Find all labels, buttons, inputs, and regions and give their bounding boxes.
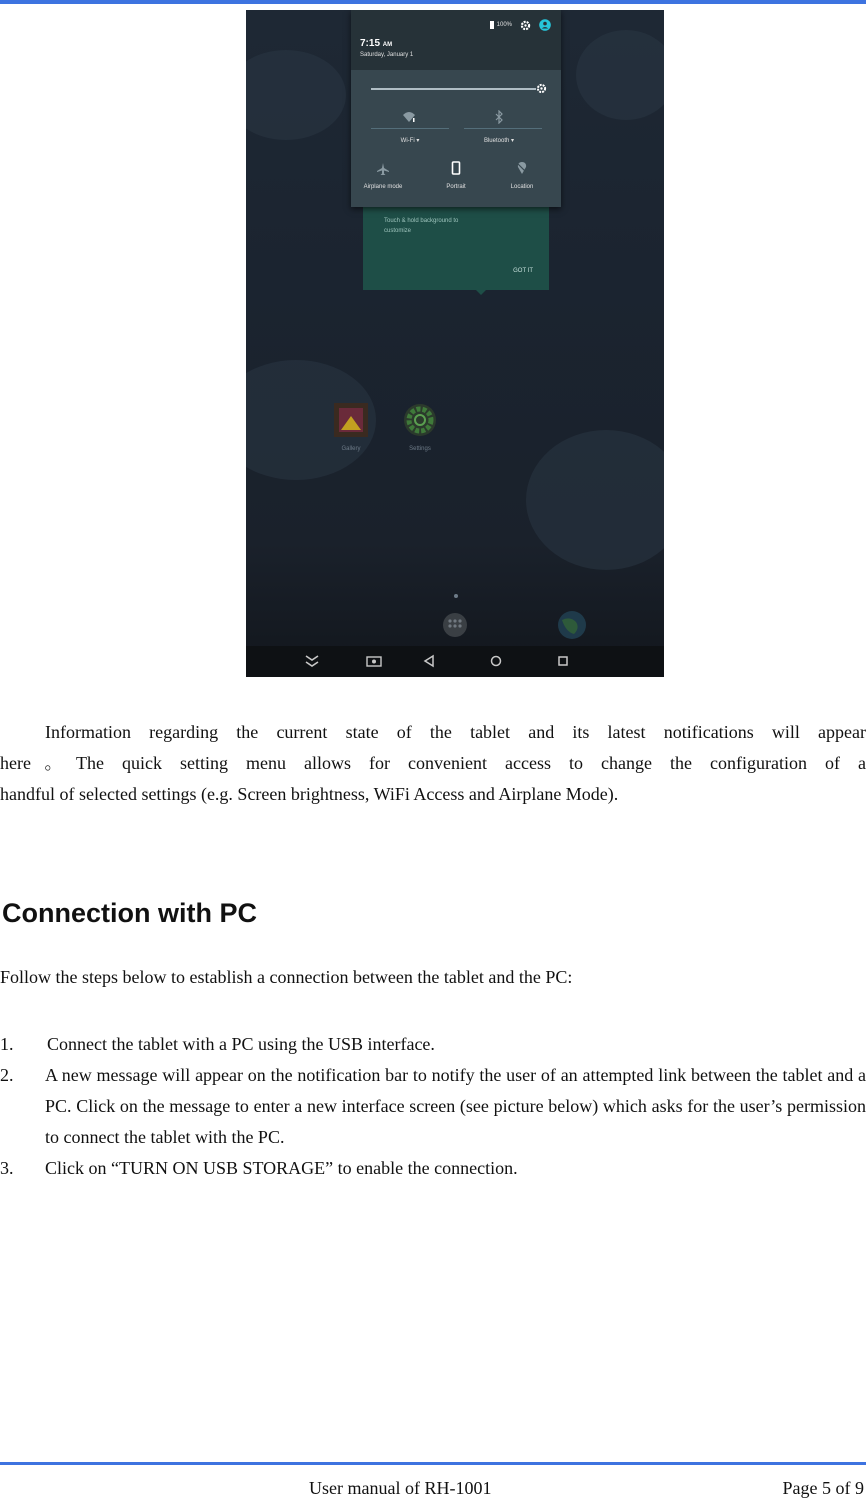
wifi-tile-label[interactable]: Wi-Fi ▾ (400, 138, 420, 144)
tile-divider (371, 128, 449, 129)
settings-gear-icon[interactable] (520, 20, 531, 31)
page-indicator (454, 594, 458, 598)
list-item (0, 1029, 866, 1060)
app-label: Settings (409, 446, 431, 452)
bluetooth-tile-label[interactable]: Bluetooth ▾ (483, 138, 515, 144)
got-it-button[interactable]: GOT IT (513, 268, 533, 274)
step-text: Connect the tablet with a PC using the USB interface. (47, 1034, 435, 1054)
home-icon[interactable] (489, 654, 503, 668)
brightness-icon[interactable] (536, 83, 547, 94)
battery-indicator (490, 21, 512, 29)
screenshot-icon[interactable] (366, 654, 382, 668)
brightness-slider-track[interactable] (371, 88, 536, 90)
portrait-rotation-icon[interactable] (449, 161, 463, 175)
hint-text: customize (384, 228, 412, 234)
step-text: Click on “TURN ON USB STORAGE” to enable the connection. (45, 1158, 518, 1178)
wallpaper-blob (526, 430, 664, 570)
steps-lead: Follow the steps below to establish a connection between the tablet and the PC: (0, 967, 573, 987)
wallpaper-blob (576, 30, 664, 120)
clock-suffix: AM (382, 42, 393, 48)
app-label: Gallery (341, 446, 361, 452)
hint-card-pointer (476, 290, 486, 295)
location-icon[interactable] (515, 161, 529, 175)
section-heading: Connection with PC (2, 898, 257, 928)
intro-line: handful of selected settings (e.g. Screen brightness, WiFi Access and Airplane Mode). (0, 784, 619, 804)
collapse-chevron-icon[interactable] (304, 654, 320, 668)
list-item (0, 1060, 866, 1153)
clock-hours: 7:15 (360, 38, 381, 49)
status-icons (490, 19, 551, 31)
browser-globe-icon[interactable] (556, 610, 588, 640)
header-rule (0, 0, 866, 4)
hint-card (363, 206, 549, 290)
airplane-tile-label[interactable]: Airplane mode (363, 184, 403, 190)
app-settings[interactable] (398, 402, 442, 452)
step-text-body: A new message will appear on the notification bar to notify the user of an attempted link between the tablet and a PC. Click on the message to enter a new interface screen (see picture below) which asks for the user’s permission to connect the tablet with the PC. (45, 1065, 866, 1147)
gallery-icon (333, 402, 369, 438)
intro-paragraph (0, 717, 866, 810)
quick-settings-header (351, 10, 561, 70)
tile-divider (464, 128, 542, 129)
quick-settings-panel (351, 10, 561, 207)
bluetooth-icon[interactable] (492, 110, 506, 124)
tablet-screenshot (246, 10, 664, 677)
step-number: 1. (0, 1034, 14, 1054)
list-item (0, 1153, 866, 1184)
battery-icon (490, 21, 494, 29)
user-avatar-icon[interactable] (539, 19, 551, 31)
back-icon[interactable] (422, 654, 436, 668)
intro-line: Information regarding the current state of the tablet and its latest notifications will appear (45, 722, 866, 742)
step-number: 3. (0, 1158, 14, 1178)
portrait-tile-label[interactable]: Portrait (446, 184, 466, 190)
step-text (45, 1060, 866, 1153)
clock-time (360, 38, 392, 49)
hint-text: Touch & hold background to (384, 218, 459, 224)
wifi-icon[interactable] (402, 110, 416, 124)
step-number: 2. (0, 1065, 14, 1085)
settings-gear-icon (402, 402, 438, 438)
footer-rule (0, 1462, 866, 1465)
location-tile-label[interactable]: Location (510, 184, 534, 190)
page-number: Page 5 of 9 (782, 1478, 864, 1498)
battery-level: 100% (496, 22, 512, 28)
clock-date: Saturday, January 1 (360, 52, 414, 58)
footer-title: User manual of RH-1001 (309, 1478, 492, 1498)
wallpaper-blob (246, 50, 346, 140)
airplane-icon[interactable] (376, 162, 390, 176)
app-drawer-icon[interactable] (442, 612, 468, 638)
recents-icon[interactable] (556, 654, 570, 668)
app-gallery[interactable] (329, 402, 373, 452)
intro-line: here。The quick setting menu allows for convenient access to change the configuration of a (0, 753, 866, 773)
navigation-bar (246, 646, 664, 677)
